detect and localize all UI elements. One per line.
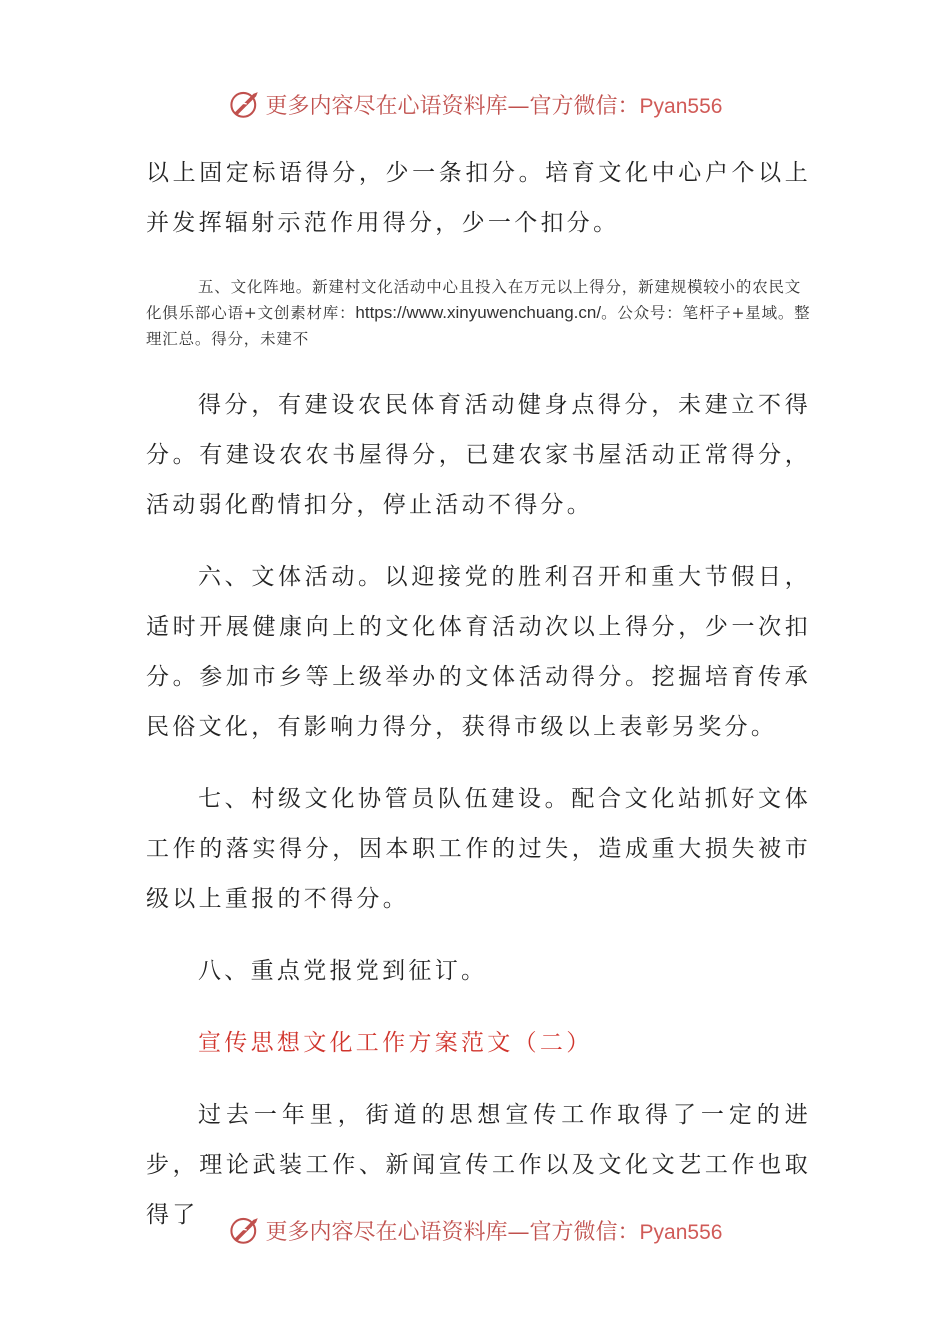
spacer (146, 248, 811, 274)
wechat-id: Pyan556 (639, 1220, 723, 1244)
section-heading: 宣传思想文化工作方案范文（二） (198, 1030, 593, 1056)
small-note-paragraph: 五、文化阵地。新建村文化活动中心且投入在万元以上得分，新建规模较小的农民文化俱乐部心语+文创素材库：https://www.xinyuwenchuang.cn/。公众号：笔杆子+星域。整理汇总。得分，未建不 (146, 278, 811, 348)
pen-logo-icon (228, 87, 262, 121)
paragraph-1: 以上固定标语得分，少一条扣分。培育文化中心户个以上并发挥辐射示范作用得分，少一个扣分。 (146, 160, 811, 236)
document-body (146, 148, 811, 1240)
paragraph-2: 得分，有建设农民体育活动健身点得分，未建立不得分。有建设农农书屋得分，已建农家书屋活动正常得分，活动弱化酌情扣分，停止活动不得分。 (146, 392, 811, 518)
banner-text: 更多内容尽在心语资料库—官方微信：Pyan556 (265, 1219, 723, 1245)
spacer (146, 752, 811, 774)
paragraph-4: 七、村级文化协管员队伍建设。配合文化站抓好文体工作的落实得分，因本职工作的过失，造成重大损失被市级以上重报的不得分。 (146, 786, 811, 912)
spacer (146, 1068, 811, 1090)
paragraph-6: 过去一年里，街道的思想宣传工作取得了一定的进步，理论武装工作、新闻宣传工作以及文化文艺工作也取得了 (146, 1102, 811, 1228)
spacer (146, 352, 811, 380)
banner-text: 更多内容尽在心语资料库—官方微信：Pyan556 (265, 93, 723, 119)
paragraph-5: 八、重点党报党到征订。 (198, 958, 488, 984)
paragraph-3: 六、文体活动。以迎接党的胜利召开和重大节假日，适时开展健康向上的文化体育活动次以上得分，少一次扣分。参加市乡等上级举办的文体活动得分。挖掘培育传承民俗文化，有影响力得分，获得市级以上表彰另奖分。 (146, 564, 811, 740)
footer-banner (0, 1210, 950, 1250)
wechat-id: Pyan556 (639, 94, 723, 118)
resource-link[interactable]: https://www.xinyuwenchuang.cn/ (355, 303, 602, 322)
spacer (146, 924, 811, 946)
spacer (146, 530, 811, 552)
pen-logo-icon (228, 1213, 262, 1247)
header-banner (0, 84, 950, 124)
spacer (146, 996, 811, 1018)
